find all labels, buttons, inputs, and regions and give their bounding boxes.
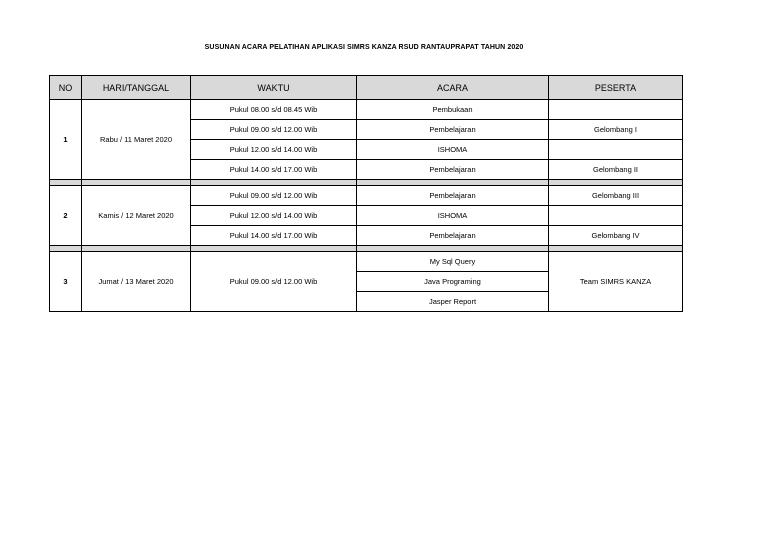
header-acara: ACARA [357,76,549,100]
schedule-table [49,75,683,312]
day-number: 2 [50,186,82,246]
activity-cell: Pembelajaran [357,120,549,140]
table-row [50,186,683,206]
table-row [50,252,683,272]
header-no: NO [50,76,82,100]
header-peserta: PESERTA [549,76,683,100]
participant-cell: Gelombang IV [549,226,683,246]
time-cell: Pukul 12.00 s/d 14.00 Wib [191,206,357,226]
participant-cell [549,206,683,226]
header-hari-tanggal: HARI/TANGGAL [82,76,191,100]
participant-cell: Gelombang II [549,160,683,180]
header-row [50,76,683,100]
document-title: SUSUNAN ACARA PELATIHAN APLIKASI SIMRS KANZA RSUD RANTAUPRAPAT TAHUN 2020 [204,44,524,51]
day-number: 1 [50,100,82,180]
table-row [50,100,683,120]
time-cell: Pukul 09.00 s/d 12.00 Wib [191,120,357,140]
participant-cell [549,100,683,120]
participant-cell: Gelombang I [549,120,683,140]
time-cell: Pukul 12.00 s/d 14.00 Wib [191,140,357,160]
day-date: Rabu / 11 Maret 2020 [82,100,191,180]
participant-cell: Gelombang III [549,186,683,206]
time-cell: Pukul 09.00 s/d 12.00 Wib [191,252,357,312]
activity-cell: Pembelajaran [357,186,549,206]
time-cell: Pukul 14.00 s/d 17.00 Wib [191,226,357,246]
participant-cell [549,140,683,160]
activity-cell: ISHOMA [357,206,549,226]
time-cell: Pukul 09.00 s/d 12.00 Wib [191,186,357,206]
header-waktu: WAKTU [191,76,357,100]
activity-cell: Jasper Report [357,292,549,312]
activity-cell: ISHOMA [357,140,549,160]
activity-cell: Java Programing [357,272,549,292]
day-date: Jumat / 13 Maret 2020 [82,252,191,312]
time-cell: Pukul 14.00 s/d 17.00 Wib [191,160,357,180]
time-cell: Pukul 08.00 s/d 08.45 Wib [191,100,357,120]
activity-cell: Pembelajaran [357,160,549,180]
day-date: Kamis / 12 Maret 2020 [82,186,191,246]
activity-cell: Pembukaan [357,100,549,120]
activity-cell: My Sql Query [357,252,549,272]
day-number: 3 [50,252,82,312]
activity-cell: Pembelajaran [357,226,549,246]
participant-cell: Team SIMRS KANZA [549,252,683,312]
